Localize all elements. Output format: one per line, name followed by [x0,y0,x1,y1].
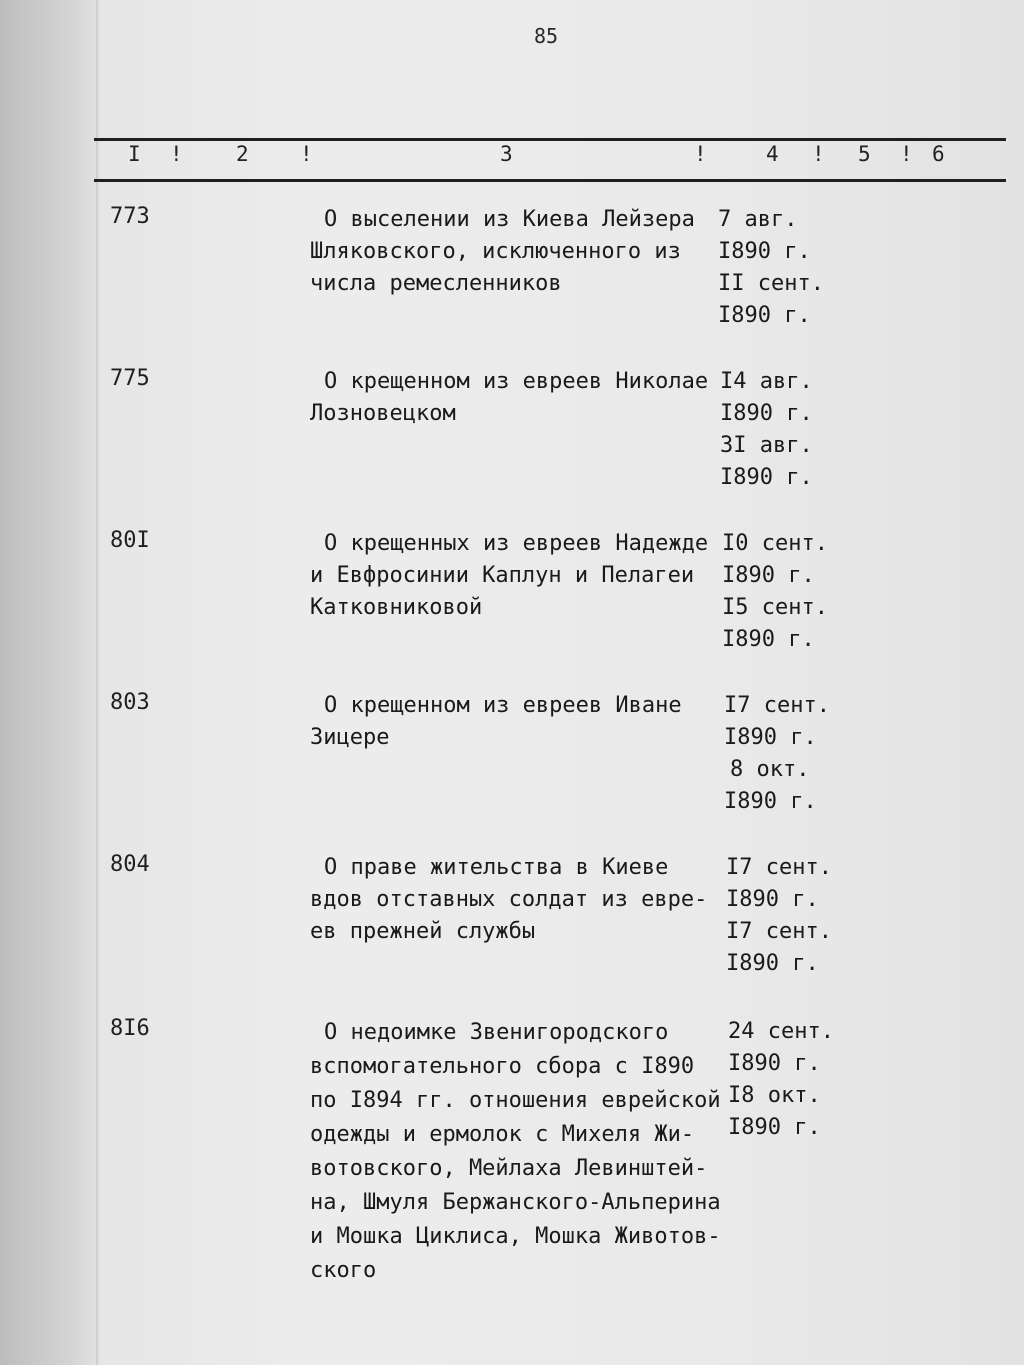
record-number: 8I6 [110,1016,150,1041]
date-line: I890 г. [728,1051,821,1076]
record-dates [724,690,874,818]
date-line: I0 сент. [722,531,828,556]
record-number: 80I [110,528,150,553]
description-line: одежды и ермолок с Михеля Жи- [310,1122,695,1147]
date-line: I890 г. [718,239,811,264]
date-line: I890 г. [720,401,813,426]
description-line: вотовского, Мейлаха Левинштей- [310,1156,708,1181]
date-line: I890 г. [726,887,819,912]
date-line: I890 г. [718,303,811,328]
column-header-2: 2 [236,142,249,166]
date-line: 24 сент. [728,1019,834,1044]
record-number: 804 [110,852,150,877]
date-line: I890 г. [728,1115,821,1140]
column-header-4: 4 [766,142,779,166]
record-description [310,852,730,948]
date-line: I8 окт. [728,1083,821,1108]
description-line: вспомогательного сбора с I890 [310,1054,695,1079]
record-dates [718,204,868,332]
description-line: О крещенном из евреев Иване [324,693,682,718]
record-number: 773 [110,204,150,229]
date-line: I7 сент. [726,855,832,880]
date-line: I890 г. [720,465,813,490]
date-line: 8 окт. [730,757,810,782]
record-description [310,204,730,300]
date-line: I890 г. [726,951,819,976]
header-rule-top [94,138,1006,141]
description-line: вдов отставных солдат из евре- [310,887,708,912]
record-dates [728,1016,878,1144]
column-separator: ! [300,142,313,166]
column-separator: ! [812,142,825,166]
date-line: 7 авг. [718,207,798,232]
description-line: Шляковского, исключенного из [310,239,681,264]
description-line: О выселении из Киева Лейзера [324,207,695,232]
record-dates [720,366,870,494]
record-description [310,528,730,624]
date-line: I5 сент. [722,595,828,620]
column-header-5: 5 [858,142,871,166]
record-number: 775 [110,366,150,391]
record-number: 803 [110,690,150,715]
date-line: II сент. [718,271,824,296]
description-line: на, Шмуля Бержанского-Альперина [310,1190,721,1215]
column-header-6: 6 [932,142,945,166]
description-line: О праве жительства в Киеве [324,855,669,880]
description-line: Лозновецком [310,401,456,426]
column-separator: ! [170,142,183,166]
record-dates [722,528,872,656]
column-separator: ! [694,142,707,166]
description-line: числа ремесленников [310,271,562,296]
date-line: I890 г. [724,725,817,750]
column-separator: ! [900,142,913,166]
left-page-margin [0,0,100,1365]
date-line: 3I авг. [720,433,813,458]
description-line: по I894 гг. отношения еврейской [310,1088,721,1113]
date-line: I7 сент. [726,919,832,944]
description-line: ского [310,1258,377,1283]
description-line: Катковниковой [310,595,483,620]
record-description [310,366,730,430]
record-dates [726,852,876,980]
page-number: 85 [534,24,559,48]
description-line: Зицере [310,725,390,750]
description-line: О крещенном из евреев Николае [324,369,709,394]
description-line: О недоимке Звенигородского [324,1020,669,1045]
record-description [310,1016,730,1288]
description-line: О крещенных из евреев Надежде [324,531,709,556]
date-line: I7 сент. [724,693,830,718]
column-header-3: 3 [500,142,513,166]
date-line: I890 г. [722,627,815,652]
date-line: I4 авг. [720,369,813,394]
date-line: I890 г. [722,563,815,588]
description-line: ев прежней службы [310,919,536,944]
date-line: I890 г. [724,789,817,814]
description-line: и Евфросинии Каплун и Пелагеи [310,563,695,588]
header-rule-bottom [94,179,1006,182]
column-header-1: I [128,142,141,166]
description-line: и Мошка Циклиса, Мошка Животов- [310,1224,721,1249]
record-description [310,690,730,754]
page-fold [96,0,98,1365]
